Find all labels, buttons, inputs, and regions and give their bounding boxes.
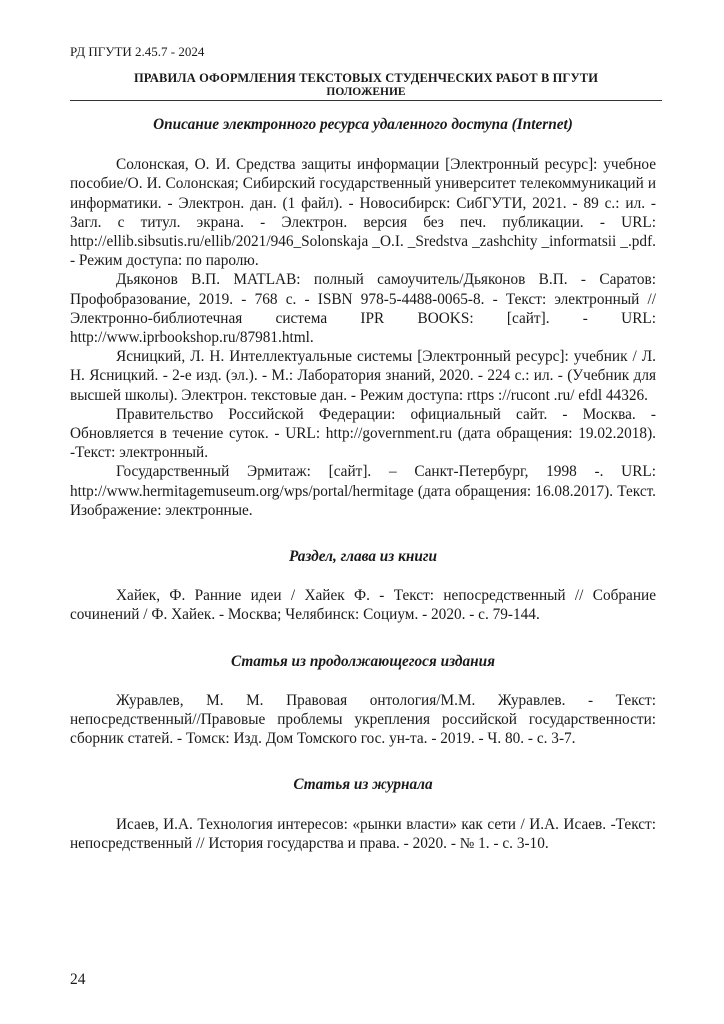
reference-entry-government: Правительство Российской Федерации: официальный сайт. - Москва. - Обновляется в течение суток. - URL: http://government.ru (дата обращения: 19.02.2018). -Текст: электронный. <box>70 405 656 462</box>
header-divider <box>70 100 662 101</box>
reference-entry-yasnitsky: Ясницкий, Л. Н. Интеллектуальные системы [Электронный ресурс]: учебник / Л. Н. Ясницкий. - 2-е изд. (эл.). - М.: Лаборатория знаний, 2020. - 224 с.: ил. - (Учебник для высшей школы). Электрон. текстовые дан. - Режим доступа: rttps ://rucont .ru/ efdl 44326. <box>70 348 656 404</box>
reference-entry-isaev: Исаев, И.А. Технология интересов: «рынки власти» как сети / И.А. Исаев. -Текст: непосредственный // История государства и права. - 2020. - № 1. - с. 3-10. <box>70 815 656 852</box>
section-heading-book-chapter: Раздел, глава из книги <box>288 548 438 566</box>
section-heading-serial-article: Статья из продолжающегося издания <box>230 652 496 670</box>
document-title: ПРАВИЛА ОФОРМЛЕНИЯ ТЕКСТОВЫХ СТУДЕНЧЕСКИХ РАБОТ В ПГУТИ <box>133 71 599 85</box>
page-content <box>70 115 656 853</box>
document-subtitle: ПОЛОЖЕНИЕ <box>326 86 406 98</box>
reference-entry-zhuravlev: Журавлев, М. М. Правовая онтология/М.М. Журавлев. - Текст: непосредственный//Правовые проблемы укрепления российской государственности: сборник статей. - Томск: Изд. Дом Томского гос. ун-та. - 2019. - Ч. 80. - с. 3-7. <box>70 691 656 748</box>
reference-entry-dyakonov: Дьяконов В.П. MATLAB: полный самоучитель/Дьяконов В.П. - Саратов: Профобразование, 2019. - 768 с. - ISBN 978-5-4488-0065-8. - Текст: электронный //Электронно-библиотечная система IPR BOOKS: [сайт]. - URL: http://www.iprbookshop.ru/87981.html. <box>70 271 656 347</box>
reference-entry-hayek: Хайек, Ф. Ранние идеи / Хайек Ф. - Текст: непосредственный // Собрание сочинений / Ф. Хайек. - Москва; Челябинск: Социум. - 2020. - с. 79-144. <box>70 587 656 624</box>
document-code: РД ПГУТИ 2.45.7 - 2024 <box>70 44 205 59</box>
reference-entry-solonskaya: Солонская, О. И. Средства защиты информации [Электронный ресурс]: учебное пособие/О. И. Солонская; Сибирский государственный университет телекоммуникаций и информатики. - Электрон. дан. (1 файл). - Новосибирск: СибГУТИ, 2021. - 89 с.: ил. - Загл. с титул. экрана. - Электрон. версия без печ. публикации. - URL: http://ellib.sibsutis.ru/ellib/2021/946_Solonskaja _O.I. _Sredstva _zashchity _informatsii _.pdf. - Режим доступа: по паролю. <box>70 156 656 270</box>
reference-entry-hermitage: Государственный Эрмитаж: [сайт]. – Санкт-Петербург, 1998 -. URL: http://www.hermitagemuseum.org/wps/portal/hermitage (дата обращения: 16.08.2017). Текст. Изображение: электронные. <box>70 463 656 519</box>
page-number: 24 <box>70 971 86 988</box>
section-heading-internet: Описание электронного ресурса удаленного доступа (Internet) <box>153 116 573 133</box>
section-heading-journal-article: Статья из журнала <box>293 776 433 794</box>
